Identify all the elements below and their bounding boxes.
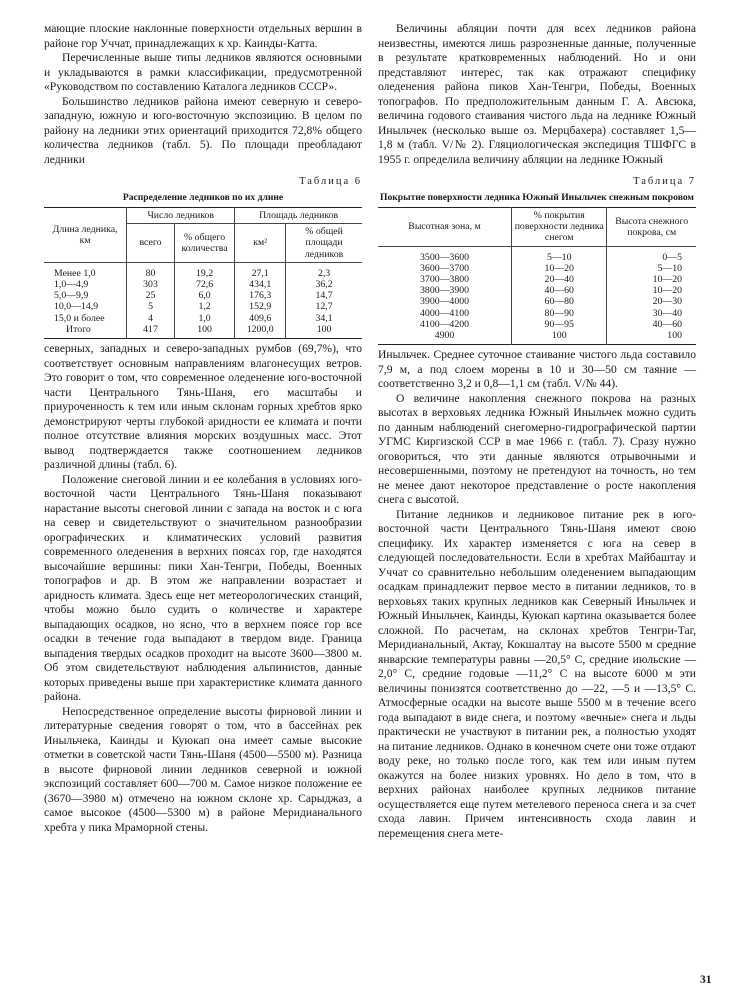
paragraph: Иныльчек. Среднее суточное стаивание чистого льда составило 7,9 м, а под слоем морены в 10 и 30—50 см таяние — соответственно 3,2 и 0,8—1,1 см (табл. V/№ 44). xyxy=(378,348,696,391)
cell: 14,7 xyxy=(286,290,362,301)
col-height-header: Высота снежного покрова, см xyxy=(607,208,696,247)
paragraph: северных, западных и северо-западных румбов (69,7%), что соответствует основным направлениям влагонесущих ветров. Это говорит о том, что современное оледенение юго-восточной части Центрального Тянь-Шаня, его масштабы и приуроченность к тем или иным склонам горных хребтов ярко демонстрируют черты глубокой аридности ее климата и почти полное отсутствие влияния морских воздушных масс. Этот вывод подтверждается также соотношением ледников различной длины (табл. 6). xyxy=(44,342,362,472)
col-length-header: Длина ледника, км xyxy=(44,208,127,263)
table-7-title: Покрытие поверхности ледника Южный Иныльчек снежным покровом xyxy=(380,191,694,203)
table-row xyxy=(44,290,362,301)
page-number: 31 xyxy=(700,974,712,986)
cell: 10—20 xyxy=(607,274,696,285)
table-row xyxy=(378,319,696,330)
cell: Итого xyxy=(66,323,91,335)
table-row xyxy=(44,262,362,279)
col-area-pct-header: % общей площади ледников xyxy=(286,224,362,263)
cell: 20—30 xyxy=(607,296,696,307)
table-row xyxy=(378,263,696,274)
cell: 2,3 xyxy=(286,262,362,279)
cell: 25 xyxy=(127,290,175,301)
paragraph: Большинство ледников района имеют северную и северо-западную, южную и юго-восточную экспозицию. В целом по району на ледники этих ориентаций приходится 72,8% общего количества ледников (табл. 5). По площади преобладают ледники xyxy=(44,94,362,166)
cell: 3600—3700 xyxy=(420,262,470,274)
cell: 4900 xyxy=(434,330,455,342)
table-row xyxy=(44,279,362,290)
table-row xyxy=(378,274,696,285)
paragraph: Перечисленные выше типы ледников являются основными и укладываются в рамки классификации, предусмотренной «Руководством по составлению Каталога ледников СССР». xyxy=(44,51,362,93)
cell: 40—60 xyxy=(607,319,696,330)
cell: 72,6 xyxy=(174,279,234,290)
cell: 5—10 xyxy=(607,263,696,274)
cell: 100 xyxy=(174,324,234,339)
cell: 6,0 xyxy=(174,290,234,301)
cell: 303 xyxy=(127,279,175,290)
cell: 152,9 xyxy=(235,301,286,312)
cell: 1200,0 xyxy=(235,324,286,339)
cell: 409,6 xyxy=(235,313,286,324)
col-cover-header: % покрытия поверхности ледника снегом xyxy=(512,208,607,247)
cell: 417 xyxy=(127,324,175,339)
paragraph: О величине накопления снежного покрова на разных высотах в верховьях ледника Южный Иныльчек можно судить по данным наблюдений снегомерно-гидрографической партии УГМС Киргизской ССР в мае 1966 г. (табл. 7). Сразу нужно оговориться, что эти данные являются отрывочными и несовершенными, поэтому не претендуют на точность, но тем не менее дают некоторое представление о росте накопления снега с высотой. xyxy=(378,391,696,507)
table-row xyxy=(378,246,696,263)
cell: 80—90 xyxy=(512,308,607,319)
table-7 xyxy=(378,207,696,345)
col-count-pct-header: % общего количества xyxy=(174,224,234,263)
cell: 5,0—9,9 xyxy=(54,290,89,302)
right-column xyxy=(378,22,696,841)
paragraph: Положение снеговой линии и ее колебания в условиях юго-восточной части Центрального Тянь-Шаня показывают нарастание высоты снеговой линии с запада на восток и с юга на север и свидетельствуют о значительном разнообразии орографических и климатических условий развития современного оледенения в верхних поясах гор, где находятся высочайшие вершины: пики Хан-Тенгри, Победы, Военных топографов и др. В этом же направлении возрастает и аридность климата. Здесь еще нет метеорологических станций, чтобы можно было судить о количестве и характере выпадающих осадков, но ясно, что в верхнем поясе гор все осадки в течение года выпадают в твердом виде. Граница выпадения твердых осадков проходит на высоте 3600—3800 м. Об этом свидетельствуют наблюдения альпинистов, данные которых приведены выше при характеристике климата данного района. xyxy=(44,472,362,704)
cell: 0—5 xyxy=(607,246,696,263)
cell: 40—60 xyxy=(512,285,607,296)
cell: 3800—3900 xyxy=(420,285,470,297)
cell: 34,1 xyxy=(286,313,362,324)
cell: 3900—4000 xyxy=(420,296,470,308)
cell: 60—80 xyxy=(512,296,607,307)
group-count-header: Число ледников xyxy=(127,208,235,224)
cell: 10,0—14,9 xyxy=(54,301,99,313)
cell: 15,0 и более xyxy=(54,312,105,324)
table-row xyxy=(44,313,362,324)
cell: 1,0—4,9 xyxy=(54,279,89,291)
col-total-header: всего xyxy=(127,224,175,263)
table-row xyxy=(378,308,696,319)
cell: 27,1 xyxy=(235,262,286,279)
table-7-caption: Таблица 7 xyxy=(633,176,696,187)
cell: 4000—4100 xyxy=(420,307,470,319)
paragraph: мающие плоские наклонные поверхности отдельных вершин в районе гор Уччат, принадлежащих к хр. Каинды-Катта. xyxy=(44,22,362,50)
paragraph: Непосредственное определение высоты фирновой линии и литературные сведения говорят о том, что в бассейнах рек Иныльчека, Каинды и Куюкап она имеет самые высокие отметки в советской части Тянь-Шаня (4500—5500 м). Разница в высоте фирновой линии ледников северной и южной экспозиций составляет 600—700 м. Самое низкое положение ее (3670—3980 м) отмечено на южном склоне хр. Сарыджаз, а самое высокое (4500—5300 м) в районе Меридианального хребта у пика Мраморной стены. xyxy=(44,704,362,834)
cell: 80 xyxy=(127,262,175,279)
cell: 5—10 xyxy=(512,246,607,263)
cell: 1,0 xyxy=(174,313,234,324)
cell: Менее 1,0 xyxy=(54,267,96,279)
cell: 100 xyxy=(512,330,607,345)
group-area-header: Площадь ледников xyxy=(235,208,362,224)
cell: 90—95 xyxy=(512,319,607,330)
cell: 3700—3800 xyxy=(420,274,470,286)
cell: 5 xyxy=(127,301,175,312)
table-row xyxy=(378,330,696,345)
cell: 100 xyxy=(607,330,696,345)
cell: 36,2 xyxy=(286,279,362,290)
cell: 30—40 xyxy=(607,308,696,319)
table-row xyxy=(44,301,362,312)
table-6 xyxy=(44,207,362,339)
table-6-title: Распределение ледников по их длине xyxy=(122,191,284,203)
left-column xyxy=(44,22,362,835)
cell: 19,2 xyxy=(174,262,234,279)
cell: 176,3 xyxy=(235,290,286,301)
table-row xyxy=(378,296,696,307)
paragraph: Величины абляции почти для всех ледников района неизвестны, имеются лишь разрозненные данные, полученные в результате кратковременных наблюдений. Но и они представляют интерес, так как отражают специфику оледенения района пиков Хан-Тенгри, Победы, Военных топографов. По предположительным данным Г. А. Авсюка, величина годового стаивания чистого льда на леднике Южный Иныльчек (несколько выше оз. Мерцбахера) составляет 1,5—1,8 м (табл. V/№ 2). Гляциологическая экспедиция ТШФГС в 1955 г. определила величину абляции на леднике Южный xyxy=(378,22,696,166)
col-zone-header: Высотная зона, м xyxy=(378,208,512,247)
cell: 434,1 xyxy=(235,279,286,290)
cell: 10—20 xyxy=(607,285,696,296)
table-6-caption: Таблица 6 xyxy=(299,176,362,187)
cell: 20—40 xyxy=(512,274,607,285)
paragraph: Питание ледников и ледниковое питание рек в юго-восточной части Центрального Тянь-Шаня имеют свою специфику. Их характер изменяется с юга на север в следующей последовательности. Если в хребтах Майбаштау и Уччат со сравнительно небольшим оледенением выпадающим осадкам принадлежит первое место в питании ледников, то в верховьях таких крупных ледников как Северный Иныльчек и Южный Иныльчек, Каинды, Куюкап картина оказывается более сложной. По расчетам, на склонах хребтов Тенгри-Таг, Меридианальный, Актау, Кокшалтау на высоте 5500 м средние январские температуры равны —20,5° С, средние июльские —2,0° С, средние годовые —11,2° С на высоте 6000 м эти величины понизятся соответственно до —22, —5 и —13,5° С. Атмосферные осадки на высоте выше 5500 м в течение всего года выпадают в виде снега, и поэтому «вечные» снега и льды практически не участвуют в питании рек, а полностью уходят на питание ледников. Однако в конечном счете они тоже отдают воду реке, но только после того, как тем или иным путем окажутся на более низких уровнях. Но дело в том, что в верхних районах наиболее крупных ледников питание осуществляется еще путем метелевого переноса снега и за счет схода лавин. Причем интенсивность схода лавин и перемещения снега мете- xyxy=(378,507,696,840)
cell: 100 xyxy=(286,324,362,339)
col-km2-header: км² xyxy=(235,224,286,263)
cell: 12,7 xyxy=(286,301,362,312)
table-row-total xyxy=(44,324,362,339)
cell: 3500—3600 xyxy=(420,251,470,263)
cell: 10—20 xyxy=(512,263,607,274)
cell: 1,2 xyxy=(174,301,234,312)
cell: 4100—4200 xyxy=(420,318,470,330)
cell: 4 xyxy=(127,313,175,324)
table-row xyxy=(378,285,696,296)
